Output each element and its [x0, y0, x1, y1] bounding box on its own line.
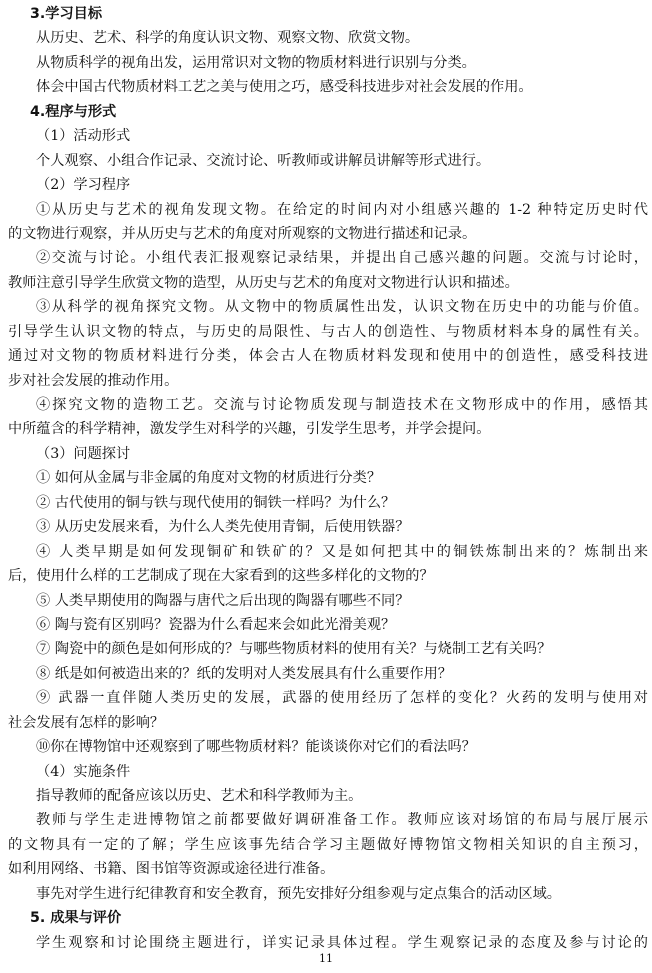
text-line: 步对社会发展的推动作用。	[8, 372, 179, 389]
text-line: ⑨ 武器一直伴随人类历史的发展，武器的使用经历了怎样的变化？火药的发明与使用对	[36, 690, 648, 707]
text-line: ④ 人类早期是如何发现铜矿和铁矿的？又是如何把其中的铜铁炼制出来的？炼制出来	[36, 543, 648, 560]
section-heading: 5. 成果与评价	[30, 910, 122, 927]
text-line: ⑥ 陶与瓷有区别吗？瓷器为什么看起来会如此光滑美观？	[36, 616, 396, 633]
text-line: ② 古代使用的铜与铁与现代使用的铜铁一样吗？为什么？	[36, 494, 396, 511]
text-line: （4）实施条件	[36, 763, 131, 780]
text-line: 如利用网络、书籍、图书馆等资源或途径进行准备。	[8, 861, 335, 878]
text-line: ⑩你在博物馆中还观察到了哪些物质材料？能谈谈你对它们的看法吗？	[36, 739, 476, 756]
text-line: 的文物进行观察，并从历史与艺术的角度对所观察的文物进行描述和记录。	[8, 225, 477, 242]
text-line: ⑦ 陶瓷中的颜色是如何形成的？与哪些物质材料的使用有关？与烧制工艺有关吗？	[36, 641, 552, 658]
section-heading: 3.学习目标	[30, 6, 103, 22]
text-line: ②交流与讨论。小组代表汇报观察记录结果，并提出自己感兴趣的问题。交流与讨论时，	[36, 250, 648, 267]
text-line: 事先对学生进行纪律教育和安全教育，预先安排好分组参观与定点集合的活动区域。	[36, 885, 561, 902]
text-line: ③ 从历史发展来看，为什么人类先使用青铜，后使用铁器？	[36, 519, 410, 536]
text-line: ④探究文物的造物工艺。交流与讨论物质发现与制造技术在文物形成中的作用，感悟其	[36, 397, 648, 413]
section-heading: 4.程序与形式	[30, 103, 117, 120]
text-line: ⑧ 纸是如何被造出来的？纸的发明对人类发展具有什么重要作用？	[36, 665, 452, 682]
text-line: 体会中国古代物质材料工艺之美与使用之巧，感受科技进步对社会发展的作用。	[36, 79, 533, 96]
text-line: 社会发展有怎样的影响？	[8, 714, 165, 731]
text-line: （3）问题探讨	[36, 445, 131, 462]
text-line: 学生观察和讨论围绕主题进行，详实记录具体过程。学生观察记录的态度及参与讨论的	[36, 934, 648, 951]
text-line: 个人观察、小组合作记录、交流讨论、听教师或讲解员讲解等形式进行。	[36, 152, 491, 169]
text-line: （2）学习程序	[36, 177, 131, 194]
text-line: （1）活动形式	[36, 128, 131, 145]
text-line: ③从科学的视角探究文物。从文物中的物质属性出发，认识文物在历史中的功能与价值。	[36, 299, 648, 316]
text-line: 后，使用什么样的工艺制成了现在大家看到的这些多样化的文物的？	[8, 568, 434, 585]
page-number: 11	[319, 952, 333, 965]
text-line: 从物质科学的视角出发，运用常识对文物的物质材料进行识别与分类。	[36, 54, 476, 71]
text-line: 指导教师的配备应该以历史、艺术和科学教师为主。	[36, 788, 363, 804]
text-line: 引导学生认识文物的特点，与历史的局限性、与古人的创造性、与物质材料本身的属性有关。	[8, 323, 648, 340]
text-line: ①从历史与艺术的视角发现文物。在给定的时间内对小组感兴趣的 1-2 种特定历史时代	[36, 201, 648, 218]
text-line: 的文物具有一定的了解；学生应该事先结合学习主题做好博物馆文物相关知识的自主预习，	[8, 836, 648, 853]
text-line: ① 如何从金属与非金属的角度对文物的材质进行分类？	[36, 470, 382, 487]
text-line: 通过对文物的物质材料进行分类，体会古人在物质材料发现和使用中的创造性，感受科技进	[8, 348, 648, 365]
text-line: 从历史、艺术、科学的角度认识文物、观察文物、欣赏文物。	[36, 30, 420, 47]
text-line: 教师与学生走进博物馆之前都要做好调研准备工作。教师应该对场馆的布局与展厅展示	[36, 812, 648, 829]
document-body	[8, 2, 648, 955]
text-line: 教师注意引导学生欣赏文物的造型，从历史与艺术的角度对文物进行认识和描述。	[8, 274, 519, 291]
text-line: ⑤ 人类早期使用的陶器与唐代之后出现的陶器有哪些不同？	[36, 592, 410, 609]
text-line: 中所蕴含的科学精神，激发学生对科学的兴趣，引发学生思考，并学会提问。	[8, 421, 491, 438]
